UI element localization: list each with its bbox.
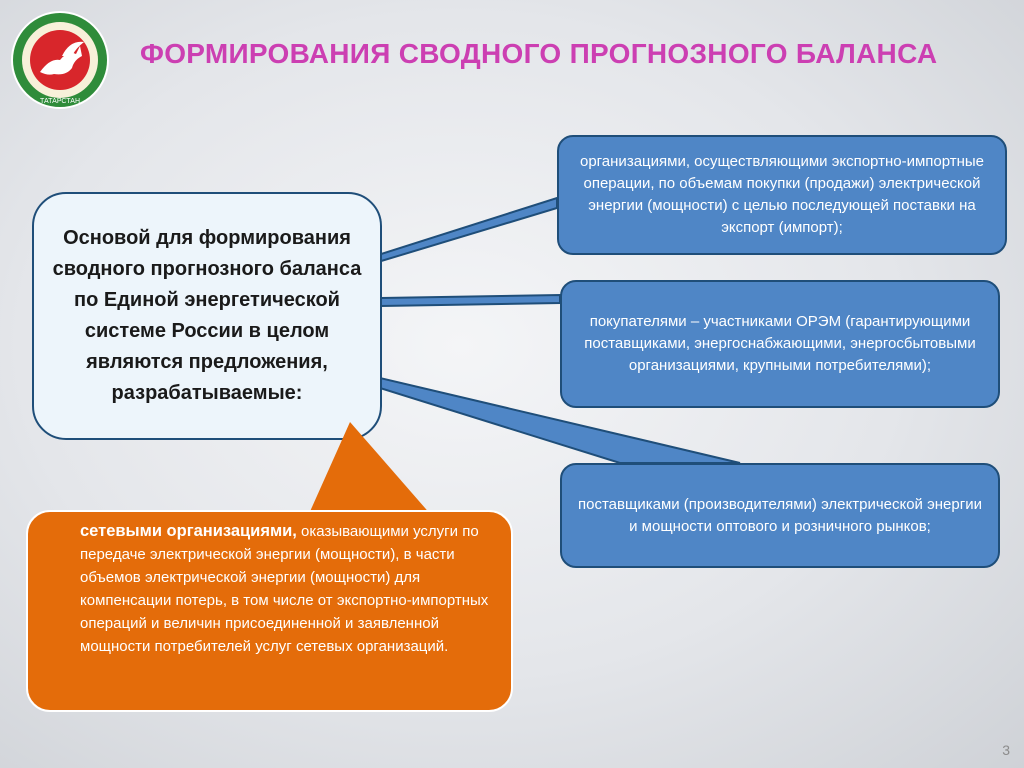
page-number: 3	[1002, 742, 1010, 758]
export-organizations-text: организациями, осуществляющими экспортно-импортные операции, по объемам покупки (продажи) электрической энергии (мощности) с целью последующей поставки на экспорт (импорт);	[579, 153, 985, 236]
network-organizations-text: оказывающими услуги по передаче электрической энергии (мощности), в части объемов электрической энергии (мощности) для компенсации потерь, в том числе от экспортно-импортных операций и величин присоединенной и заявленной мощности потребителей услуг сетевых организаций.	[80, 523, 489, 655]
emblem-caption: ТАТАРСТАН	[39, 98, 81, 105]
page-title: ФОРМИРОВАНИЯ СВОДНОГО ПРОГНОЗНОГО БАЛАНСА	[140, 38, 938, 69]
network-organizations-box	[26, 510, 513, 712]
orem-buyers-text: покупателями – участниками ОРЭМ (гарантирующими поставщиками, энергоснабжающими, энергосбытовыми организациями, крупными потребителями);	[584, 313, 976, 374]
network-organizations-lead: сетевыми организациями,	[80, 522, 297, 540]
suppliers-text: поставщиками (производителями) электрической энергии и мощности оптового и розничного рынков;	[578, 495, 982, 535]
center-basis-text: Основой для формирования сводного прогнозного баланса по Единой энергетической системе России в целом являются предложения, разрабатываемые:	[52, 227, 362, 404]
